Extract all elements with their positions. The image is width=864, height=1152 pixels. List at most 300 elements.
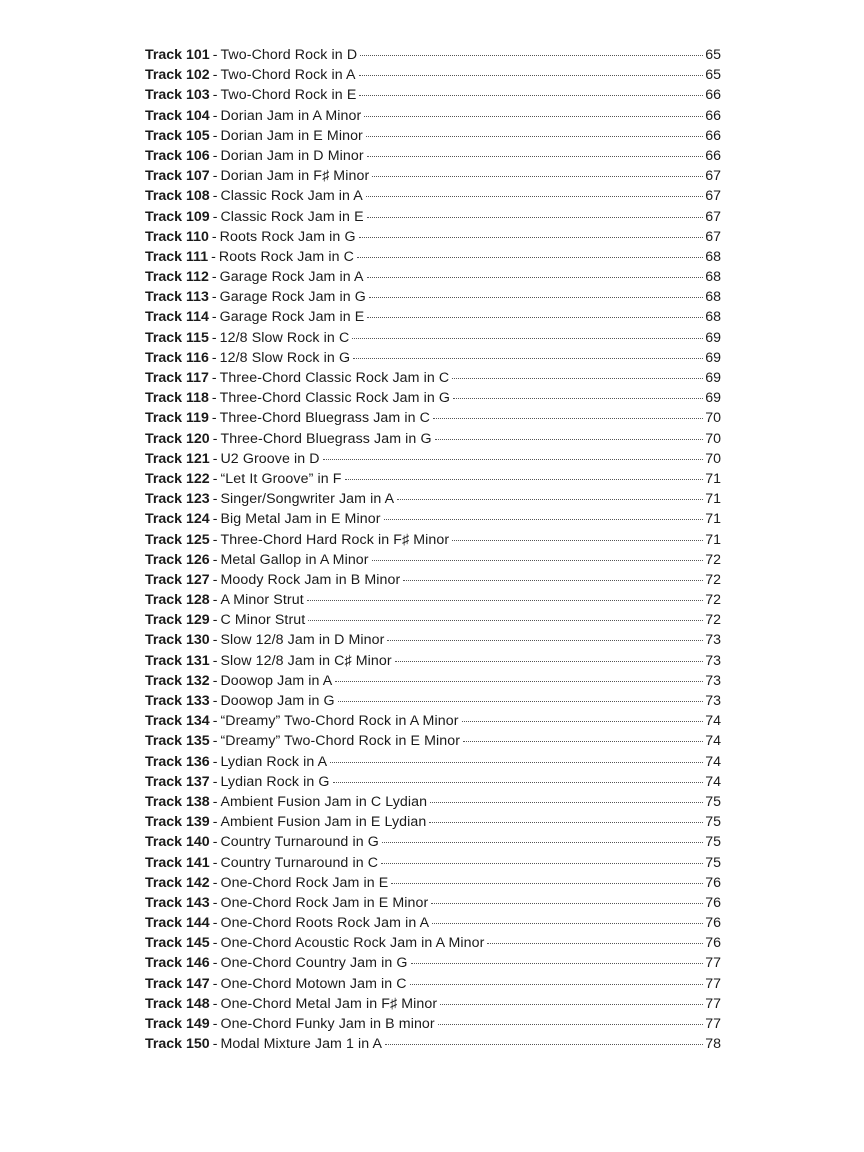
page-number: 75	[705, 834, 721, 851]
track-separator: -	[212, 1016, 218, 1032]
track-number: Track 108	[145, 188, 210, 205]
track-separator: -	[212, 491, 218, 508]
track-separator: -	[211, 370, 217, 386]
track-title: Garage Rock Jam in A	[219, 269, 364, 286]
track-number: Track 135	[145, 733, 210, 750]
track-separator: -	[211, 390, 217, 407]
track-entry	[145, 752, 721, 772]
track-entry	[145, 691, 721, 711]
page-number: 68	[705, 248, 721, 265]
page-number: 77	[705, 975, 721, 992]
track-title: Doowop Jam in A	[220, 672, 333, 689]
track-number: Track 114	[145, 309, 209, 326]
page-number: 66	[705, 147, 721, 164]
track-entry	[145, 630, 721, 650]
dot-leader	[333, 782, 704, 783]
page-number: 72	[705, 592, 721, 609]
track-number: Track 137	[145, 773, 210, 790]
track-entry	[145, 711, 721, 731]
page-number: 69	[705, 390, 721, 407]
track-title: One-Chord Country Jam in G	[220, 955, 408, 972]
track-entry	[145, 792, 721, 812]
track-title: Singer/Songwriter Jam in A	[220, 491, 395, 508]
dot-leader	[463, 741, 703, 742]
track-title: Dorian Jam in A Minor	[220, 107, 362, 124]
page-number: 72	[705, 571, 721, 588]
track-number: Track 110	[145, 228, 209, 245]
page-number: 65	[705, 47, 721, 63]
track-separator: -	[212, 713, 218, 730]
track-title: One-Chord Metal Jam in F♯ Minor	[220, 995, 438, 1012]
track-entry	[145, 873, 721, 893]
track-title: One-Chord Motown Jam in C	[220, 975, 407, 992]
page-number: 68	[705, 289, 721, 306]
track-entry	[145, 429, 721, 449]
track-entry	[145, 913, 721, 933]
track-title: One-Chord Acoustic Rock Jam in A Minor	[220, 935, 485, 952]
track-separator: -	[212, 551, 218, 568]
track-number: Track 148	[145, 995, 210, 1012]
track-number: Track 102	[145, 67, 210, 84]
track-number: Track 109	[145, 208, 210, 225]
dot-leader	[381, 863, 703, 864]
track-separator: -	[212, 975, 218, 992]
track-entry	[145, 812, 721, 832]
page-number: 66	[705, 127, 721, 144]
track-entry	[145, 388, 721, 408]
track-number: Track 115	[145, 329, 209, 346]
dot-leader	[359, 237, 704, 238]
page-number: 74	[705, 753, 721, 770]
page-number: 73	[705, 632, 721, 649]
page-number: 71	[705, 491, 721, 508]
page-number: 73	[705, 693, 721, 709]
dot-leader	[438, 1024, 703, 1025]
track-separator: -	[212, 995, 218, 1012]
track-title: “Let It Groove” in F	[220, 470, 342, 487]
track-entry	[145, 731, 721, 751]
track-number: Track 143	[145, 894, 210, 911]
track-separator: -	[212, 612, 218, 629]
track-title: Two-Chord Rock in E	[220, 87, 357, 104]
dot-leader	[431, 903, 703, 904]
track-entry	[145, 530, 721, 550]
dot-leader	[367, 217, 704, 218]
dot-leader	[410, 984, 704, 985]
track-separator: -	[212, 430, 218, 447]
dot-leader	[364, 116, 703, 117]
track-title: Country Turnaround in C	[220, 854, 379, 871]
track-separator: -	[212, 188, 218, 205]
track-entry	[145, 1034, 721, 1054]
track-entry	[145, 146, 721, 166]
page-number: 73	[705, 652, 721, 669]
track-title: Garage Rock Jam in E	[219, 309, 365, 326]
dot-leader	[352, 338, 703, 339]
track-number: Track 125	[145, 531, 210, 548]
track-separator: -	[212, 693, 218, 709]
track-separator: -	[212, 208, 218, 225]
track-separator: -	[212, 47, 218, 63]
track-number: Track 131	[145, 652, 210, 669]
track-entry	[145, 469, 721, 489]
track-separator: -	[211, 309, 217, 326]
dot-leader	[367, 156, 704, 157]
track-title: Three-Chord Hard Rock in F♯ Minor	[220, 531, 450, 548]
track-number: Track 103	[145, 87, 210, 104]
track-entry	[145, 550, 721, 570]
track-separator: -	[212, 511, 218, 528]
track-entry	[145, 994, 721, 1014]
track-entry	[145, 307, 721, 327]
track-separator: -	[212, 107, 218, 124]
track-title: Roots Rock Jam in G	[219, 228, 356, 245]
page-number: 77	[705, 1016, 721, 1032]
page-number: 71	[705, 470, 721, 487]
page-number: 68	[705, 309, 721, 326]
track-title: Ambient Fusion Jam in E Lydian	[220, 814, 427, 831]
page-number: 65	[705, 67, 721, 84]
page-number: 70	[705, 410, 721, 427]
track-title: C Minor Strut	[220, 612, 306, 629]
track-entry	[145, 489, 721, 509]
page-number: 67	[705, 188, 721, 205]
track-entry	[145, 126, 721, 146]
track-entry	[145, 953, 721, 973]
track-separator: -	[211, 349, 217, 366]
track-number: Track 140	[145, 834, 210, 851]
track-separator: -	[212, 470, 218, 487]
page-number: 67	[705, 228, 721, 245]
track-title: One-Chord Rock Jam in E	[220, 874, 389, 891]
page-number: 75	[705, 793, 721, 810]
track-number: Track 142	[145, 874, 210, 891]
dot-leader	[387, 640, 703, 641]
track-title: Slow 12/8 Jam in D Minor	[220, 632, 385, 649]
track-separator: -	[211, 329, 217, 346]
track-number: Track 104	[145, 107, 210, 124]
track-title: Three-Chord Classic Rock Jam in G	[219, 390, 451, 407]
page-number: 76	[705, 915, 721, 932]
track-title: One-Chord Funky Jam in B minor	[220, 1016, 435, 1032]
track-title: Metal Gallop in A Minor	[220, 551, 369, 568]
page-number: 70	[705, 450, 721, 467]
dot-leader	[403, 580, 703, 581]
track-title: Classic Rock Jam in E	[220, 208, 364, 225]
page-number: 74	[705, 773, 721, 790]
track-number: Track 149	[145, 1016, 210, 1032]
page-number: 73	[705, 672, 721, 689]
track-number: Track 123	[145, 491, 210, 508]
dot-leader	[335, 681, 703, 682]
dot-leader	[432, 923, 703, 924]
track-separator: -	[212, 955, 218, 972]
dot-leader	[366, 136, 703, 137]
track-entry	[145, 610, 721, 630]
track-number: Track 116	[145, 349, 209, 366]
track-title: 12/8 Slow Rock in C	[219, 329, 350, 346]
track-number: Track 122	[145, 470, 210, 487]
dot-leader	[372, 176, 703, 177]
track-title: Three-Chord Bluegrass Jam in C	[219, 410, 431, 427]
track-number: Track 139	[145, 814, 210, 831]
track-number: Track 127	[145, 571, 210, 588]
track-number: Track 147	[145, 975, 210, 992]
track-number: Track 144	[145, 915, 210, 932]
track-separator: -	[212, 592, 218, 609]
page-number: 75	[705, 854, 721, 871]
track-entry	[145, 348, 721, 368]
dot-leader	[411, 963, 704, 964]
track-number: Track 145	[145, 935, 210, 952]
page-number: 71	[705, 531, 721, 548]
page-number: 77	[705, 955, 721, 972]
track-number: Track 111	[145, 248, 209, 265]
track-number: Track 128	[145, 592, 210, 609]
track-entry	[145, 207, 721, 227]
track-entry	[145, 449, 721, 469]
dot-leader	[433, 418, 703, 419]
track-separator: -	[212, 733, 218, 750]
track-entry	[145, 186, 721, 206]
dot-leader	[367, 317, 703, 318]
page-number: 76	[705, 935, 721, 952]
track-separator: -	[212, 672, 218, 689]
page-number: 74	[705, 733, 721, 750]
track-title: Three-Chord Classic Rock Jam in C	[219, 370, 450, 386]
track-number: Track 136	[145, 753, 210, 770]
dot-leader	[397, 499, 703, 500]
dot-leader	[330, 762, 703, 763]
page-number: 76	[705, 874, 721, 891]
track-entry	[145, 590, 721, 610]
track-title: Doowop Jam in G	[220, 693, 335, 709]
track-separator: -	[212, 87, 218, 104]
track-number: Track 134	[145, 713, 210, 730]
track-entry	[145, 106, 721, 126]
track-separator: -	[211, 228, 217, 245]
dot-leader	[338, 701, 704, 702]
page-number: 75	[705, 814, 721, 831]
track-title: Dorian Jam in E Minor	[220, 127, 363, 144]
track-title: Garage Rock Jam in G	[219, 289, 366, 306]
track-entry	[145, 933, 721, 953]
page-number: 78	[705, 1036, 721, 1053]
dot-leader	[367, 277, 704, 278]
dot-leader	[357, 257, 703, 258]
track-number: Track 112	[145, 269, 209, 286]
dot-leader	[391, 883, 703, 884]
dot-leader	[395, 661, 704, 662]
track-entry	[145, 227, 721, 247]
track-separator: -	[212, 753, 218, 770]
track-number: Track 113	[145, 289, 209, 306]
dot-leader	[430, 802, 703, 803]
track-entry	[145, 328, 721, 348]
dot-leader	[360, 55, 703, 56]
track-title: One-Chord Roots Rock Jam in A	[220, 915, 430, 932]
track-title: Classic Rock Jam in A	[220, 188, 363, 205]
track-title: Modal Mixture Jam 1 in A	[220, 1036, 383, 1053]
page-number: 69	[705, 370, 721, 386]
page-number: 72	[705, 551, 721, 568]
track-separator: -	[212, 632, 218, 649]
track-separator: -	[212, 793, 218, 810]
dot-leader	[366, 196, 703, 197]
dot-leader	[487, 943, 703, 944]
track-separator: -	[211, 289, 217, 306]
track-separator: -	[212, 854, 218, 871]
dot-leader	[359, 95, 703, 96]
track-entry	[145, 832, 721, 852]
track-number: Track 106	[145, 147, 210, 164]
track-separator: -	[212, 67, 218, 84]
track-entry	[145, 772, 721, 792]
track-separator: -	[212, 571, 218, 588]
dot-leader	[372, 560, 704, 561]
dot-leader	[308, 620, 703, 621]
track-number: Track 133	[145, 693, 210, 709]
page-number: 76	[705, 894, 721, 911]
track-title: A Minor Strut	[220, 592, 304, 609]
track-separator: -	[211, 410, 217, 427]
track-entry	[145, 570, 721, 590]
track-title: Two-Chord Rock in A	[220, 67, 356, 84]
track-number: Track 146	[145, 955, 210, 972]
track-separator: -	[212, 1036, 218, 1053]
track-entry	[145, 974, 721, 994]
track-separator: -	[212, 915, 218, 932]
track-separator: -	[212, 834, 218, 851]
track-title: Lydian Rock in G	[220, 773, 330, 790]
track-title: Lydian Rock in A	[220, 753, 328, 770]
dot-leader	[385, 1044, 703, 1045]
dot-leader	[452, 540, 703, 541]
track-number: Track 132	[145, 672, 210, 689]
track-number: Track 101	[145, 47, 210, 63]
track-title: Big Metal Jam in E Minor	[220, 511, 381, 528]
track-title: Roots Rock Jam in C	[218, 248, 355, 265]
track-title: Three-Chord Bluegrass Jam in G	[220, 430, 432, 447]
track-number: Track 120	[145, 430, 210, 447]
track-number: Track 121	[145, 450, 210, 467]
page-number: 71	[705, 511, 721, 528]
track-title: U2 Groove in D	[220, 450, 320, 467]
track-entry	[145, 651, 721, 671]
track-separator: -	[212, 531, 218, 548]
track-number: Track 105	[145, 127, 210, 144]
dot-leader	[369, 297, 703, 298]
track-entry	[145, 408, 721, 428]
track-title: “Dreamy” Two-Chord Rock in E Minor	[220, 733, 461, 750]
page-number: 69	[705, 329, 721, 346]
track-separator: -	[212, 935, 218, 952]
track-number: Track 107	[145, 168, 210, 185]
track-separator: -	[212, 773, 218, 790]
track-separator: -	[211, 248, 216, 265]
track-number: Track 150	[145, 1036, 210, 1053]
track-number: Track 124	[145, 511, 210, 528]
track-title: “Dreamy” Two-Chord Rock in A Minor	[220, 713, 459, 730]
dot-leader	[359, 75, 704, 76]
dot-leader	[382, 842, 703, 843]
track-title: Slow 12/8 Jam in C♯ Minor	[220, 652, 392, 669]
track-entry	[145, 247, 721, 267]
track-entry	[145, 267, 721, 287]
track-list	[145, 45, 721, 1054]
track-number: Track 138	[145, 793, 210, 810]
track-number: Track 141	[145, 854, 210, 871]
page-number: 69	[705, 349, 721, 366]
track-title: 12/8 Slow Rock in G	[219, 349, 351, 366]
track-separator: -	[212, 652, 218, 669]
track-number: Track 117	[145, 370, 209, 386]
track-number: Track 129	[145, 612, 210, 629]
track-separator: -	[212, 127, 218, 144]
dot-leader	[307, 600, 703, 601]
dot-leader	[462, 721, 704, 722]
page-number: 74	[705, 713, 721, 730]
track-number: Track 118	[145, 390, 209, 407]
dot-leader	[323, 459, 704, 460]
page-number: 67	[705, 208, 721, 225]
page-number: 70	[705, 430, 721, 447]
track-separator: -	[212, 168, 218, 185]
track-separator: -	[212, 147, 218, 164]
track-title: Dorian Jam in D Minor	[220, 147, 364, 164]
dot-leader	[353, 358, 703, 359]
track-title: Moody Rock Jam in B Minor	[220, 571, 401, 588]
dot-leader	[435, 439, 704, 440]
track-entry	[145, 65, 721, 85]
track-title: One-Chord Rock Jam in E Minor	[220, 894, 429, 911]
track-entry	[145, 509, 721, 529]
track-entry	[145, 1014, 721, 1034]
track-title: Dorian Jam in F♯ Minor	[220, 168, 370, 185]
page-number: 77	[705, 995, 721, 1012]
track-number: Track 119	[145, 410, 209, 427]
track-entry	[145, 853, 721, 873]
track-title: Two-Chord Rock in D	[220, 47, 358, 63]
track-number: Track 126	[145, 551, 210, 568]
track-entry	[145, 45, 721, 65]
dot-leader	[453, 398, 703, 399]
page-number: 66	[705, 107, 721, 124]
dot-leader	[452, 378, 703, 379]
track-entry	[145, 893, 721, 913]
track-entry	[145, 671, 721, 691]
dot-leader	[440, 1004, 703, 1005]
track-title: Country Turnaround in G	[220, 834, 379, 851]
track-number: Track 130	[145, 632, 210, 649]
track-separator: -	[211, 269, 217, 286]
page-number: 72	[705, 612, 721, 629]
track-separator: -	[212, 450, 218, 467]
track-separator: -	[212, 894, 218, 911]
track-entry	[145, 287, 721, 307]
track-title: Ambient Fusion Jam in C Lydian	[220, 793, 428, 810]
track-entry	[145, 368, 721, 388]
track-entry	[145, 166, 721, 186]
dot-leader	[384, 519, 704, 520]
dot-leader	[429, 822, 703, 823]
page-number: 66	[705, 87, 721, 104]
track-entry	[145, 85, 721, 105]
track-separator: -	[212, 814, 218, 831]
page-number: 67	[705, 168, 721, 185]
page-number: 68	[705, 269, 721, 286]
dot-leader	[345, 479, 704, 480]
